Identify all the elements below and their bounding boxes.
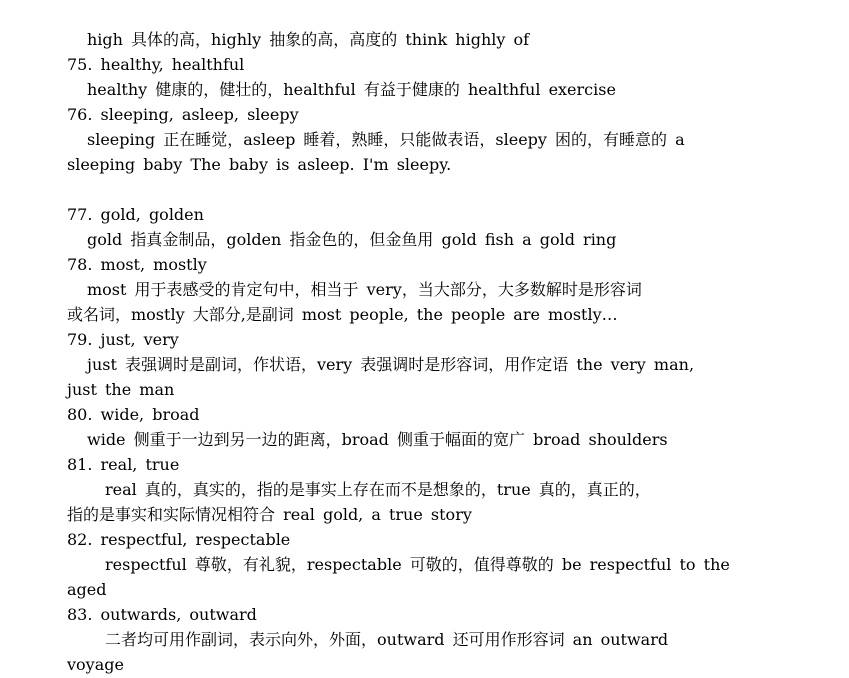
text-line: gold 指真金制品，golden 指金色的，但金鱼用 gold fish a gold ring: [87, 230, 617, 249]
text-line: real 真的，真实的，指的是事实上存在而不是想象的，true 真的，真正的，: [105, 480, 651, 499]
blank-line: [67, 177, 747, 202]
text-line: sleeping 正在睡觉，asleep 睡着，熟睡，只能做表语，sleepy 困的，有睡意的 a: [87, 130, 685, 149]
text-line: 或名词，mostly 大部分,是副词 most people, the people are mostly…: [67, 305, 618, 324]
text-line: aged: [67, 580, 107, 599]
text-line: healthy 健康的，健壮的，healthful 有益于健康的 healthful exercise: [87, 80, 616, 99]
entry-heading: 82. respectful, respectable: [67, 530, 291, 549]
entry-heading: 75. healthy, healthful: [67, 55, 245, 74]
text-line: just 表强调时是副词，作状语，very 表强调时是形容词，用作定语 the very man,: [87, 355, 695, 374]
text-line: most 用于表感受的肯定句中，相当于 very，当大部分，大多数解时是形容词: [87, 280, 642, 299]
text-line: 二者均可用作副词，表示向外，外面，outward 还可用作形容词 an outward: [105, 630, 669, 649]
text-line: voyage: [67, 655, 124, 674]
text-line: high 具体的高，highly 抽象的高，高度的 think highly of: [87, 30, 530, 49]
text-line: wide 侧重于一边到另一边的距离，broad 侧重于幅面的宽广 broad shoulders: [87, 430, 668, 449]
text-line: just the man: [67, 380, 175, 399]
document-body: [67, 27, 747, 677]
entry-heading: 78. most, mostly: [67, 255, 207, 274]
entry-heading: 80. wide, broad: [67, 405, 200, 424]
text-line: sleeping baby The baby is asleep. I'm sleepy.: [67, 155, 452, 174]
entry-heading: 77. gold, golden: [67, 205, 204, 224]
entry-heading: 81. real, true: [67, 455, 180, 474]
text-line: respectful 尊敬，有礼貌，respectable 可敬的，值得尊敬的 be respectful to the: [105, 555, 730, 574]
entry-heading: 76. sleeping, asleep, sleepy: [67, 105, 299, 124]
text-line: 指的是事实和实际情况相符合 real gold, a true story: [67, 505, 472, 524]
entry-heading: 79. just, very: [67, 330, 179, 349]
entry-heading: 83. outwards, outward: [67, 605, 257, 624]
